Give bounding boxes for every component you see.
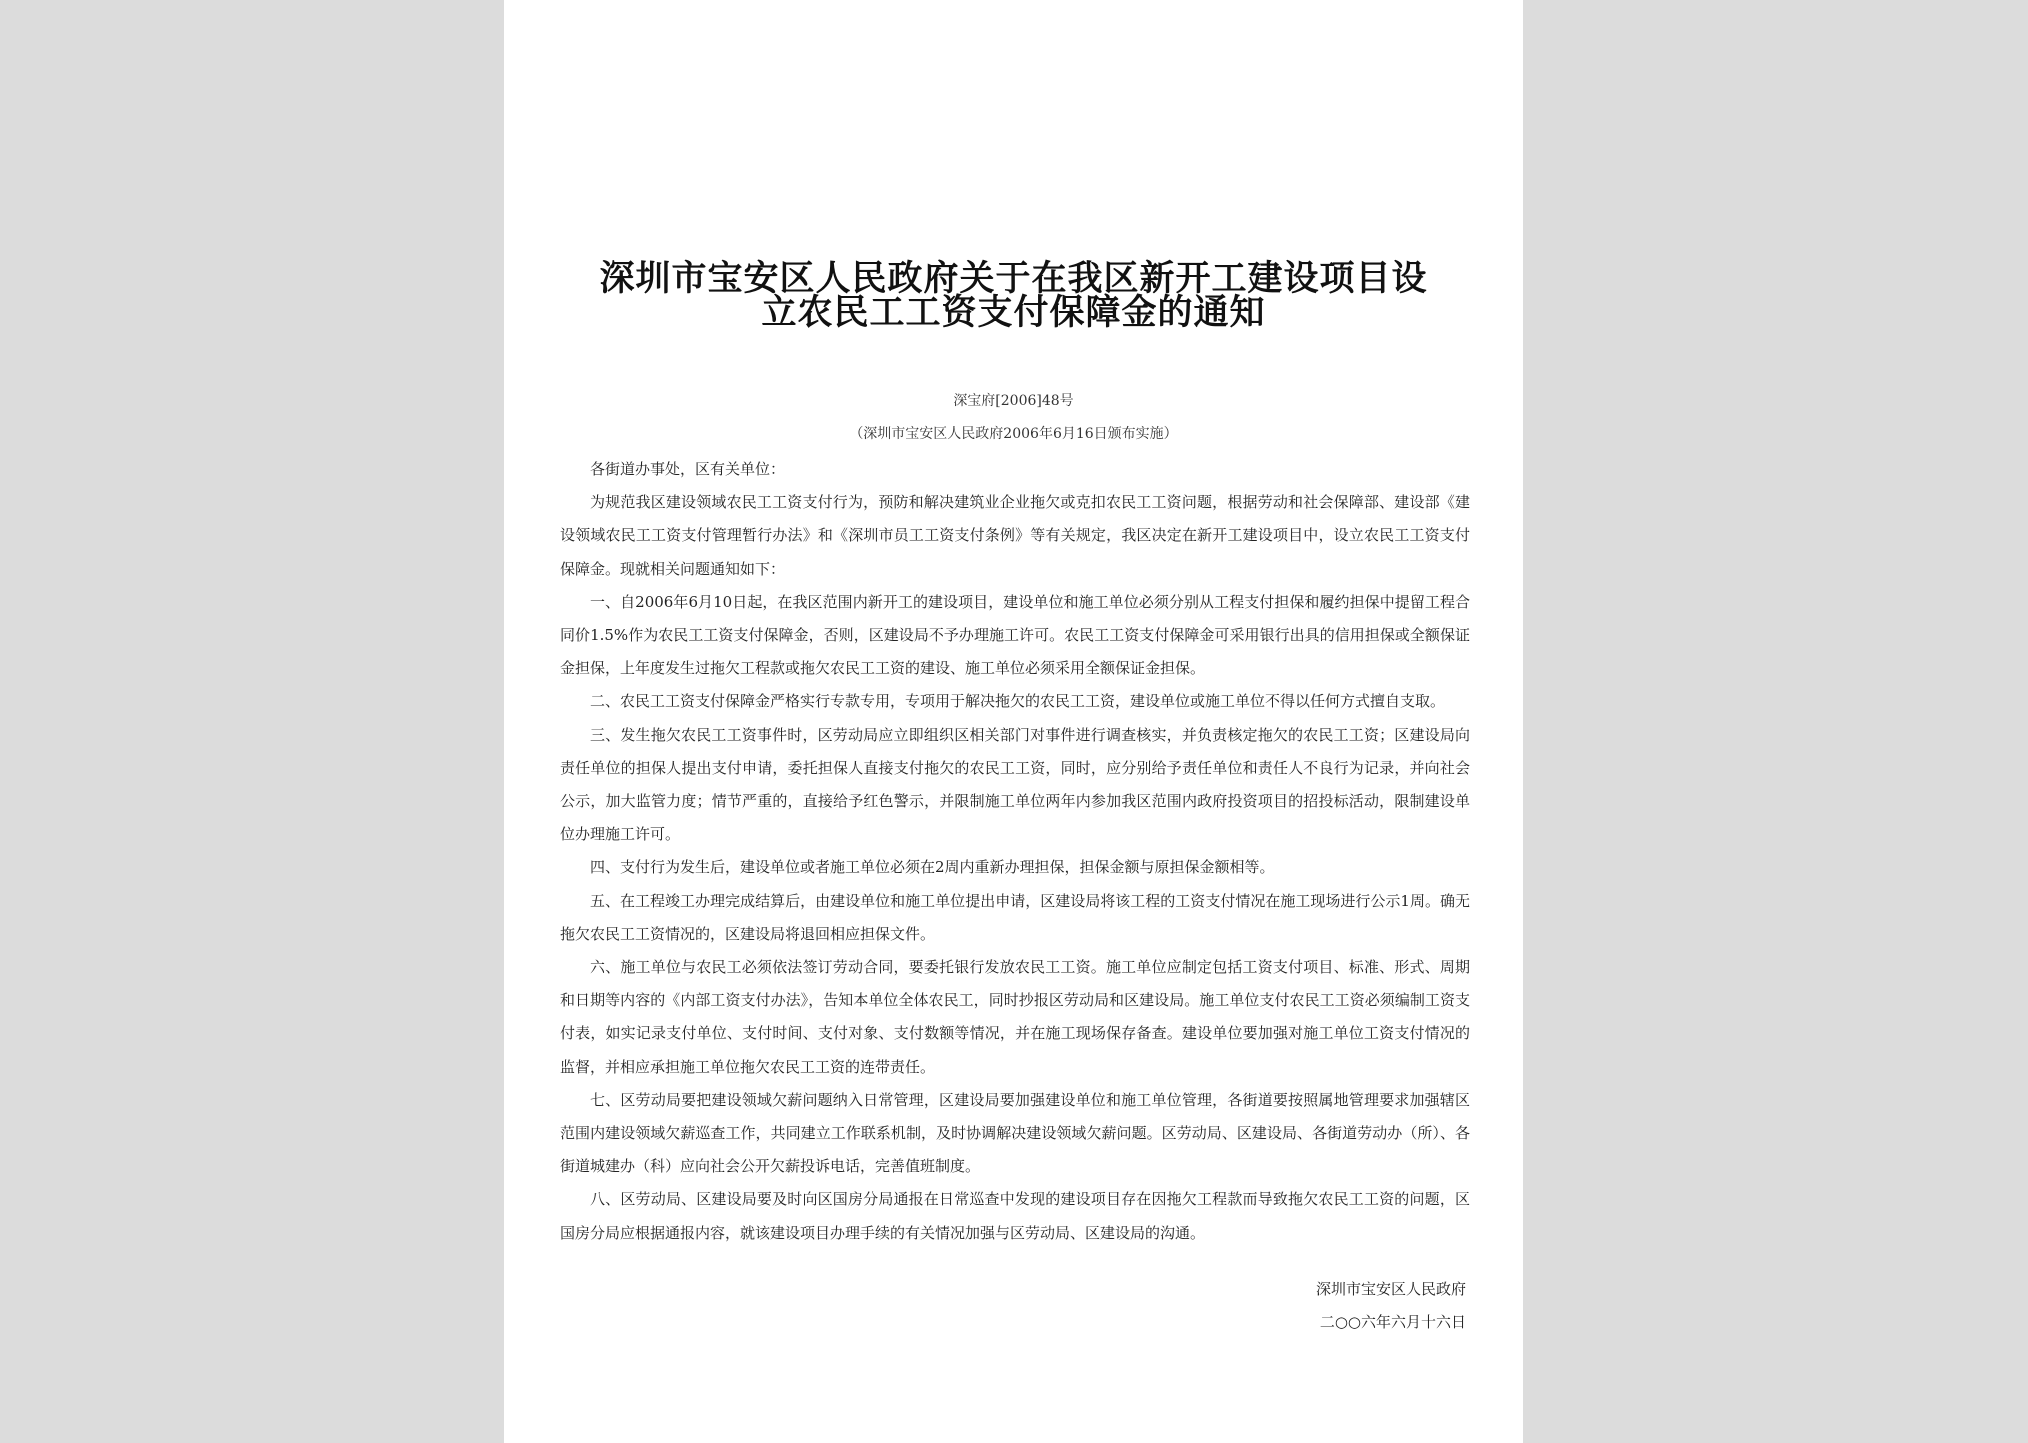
paragraph-2: 二、农民工工资支付保障金严格实行专款专用，专项用于解决拖欠的农民工工资，建设单位或施工单位不得以任何方式擅自支取。: [590, 692, 1446, 711]
issuer-signature: 深圳市宝安区人民政府: [1315, 1280, 1466, 1298]
paragraph-3: 三、发生拖欠农民工工资事件时，区劳动局应立即组织区相关部门对事件进行调查核实，并负责核定拖欠的农民工工资；区建设局向责任单位的担保人提出支付申请，委托担保人直接支付拖欠的农民工工资，同时，应分别给予责任单位和责任人不良行为记录，并向社会公示，加大监管力度；情节严重的，直接给予红色警示，并限制施工单位两年内参加我区范围内政府投资项目的招投标活动，限制建设单位办理施工许可。: [560, 725, 1470, 844]
document-body: [560, 453, 1470, 1250]
title-line-2: 立农民工工资支付保障金的通知: [761, 292, 1266, 333]
paragraph-7: 七、区劳动局要把建设领域欠薪问题纳入日常管理，区建设局要加强建设单位和施工单位管理，各街道要按照属地管理要求加强辖区范围内建设领域欠薪巡查工作，共同建立工作联系机制，及时协调解决建设领域欠薪问题。区劳动局、区建设局、各街道劳动办（所）、各街道城建办（科）应向社会公开欠薪投诉电话，完善值班制度。: [560, 1090, 1470, 1176]
title-line-1: 深圳市宝安区人民政府关于在我区新开工建设项目设: [599, 258, 1428, 299]
paragraph-1: 一、自2006年6月10日起，在我区范围内新开工的建设项目，建设单位和施工单位必须分别从工程支付担保和履约担保中提留工程合同价1.5%作为农民工工资支付保障金，否则，区建设局不予办理施工许可。农民工工资支付保障金可采用银行出具的信用担保或全额保证金担保，上年度发生过拖欠工程款或拖欠农民工工资的建设、施工单位必须采用全额保证金担保。: [560, 592, 1470, 678]
document-number: 深宝府[2006]48号: [953, 393, 1074, 409]
issue-date: 二○○六年六月十六日: [1319, 1313, 1466, 1332]
issued-note: （深圳市宝安区人民政府2006年6月16日颁布实施）: [849, 426, 1178, 442]
document-title: [544, 258, 1483, 333]
document-page: [504, 0, 1523, 1443]
salutation: 各街道办事处，区有关单位：: [590, 460, 786, 478]
paragraph-4: 四、支付行为发生后，建设单位或者施工单位必须在2周内重新办理担保，担保金额与原担保金额相等。: [590, 858, 1275, 877]
paragraph-intro: 为规范我区建设领域农民工工资支付行为，预防和解决建筑业企业拖欠或克扣农民工工资问题，根据劳动和社会保障部、建设部《建设领域农民工工资支付管理暂行办法》和《深圳市员工工资支付条例》等有关规定，我区决定在新开工建设项目中，设立农民工工资支付保障金。现就相关问题通知如下：: [560, 493, 1470, 578]
paragraph-8: 八、区劳动局、区建设局要及时向区国房分局通报在日常巡查中发现的建设项目存在因拖欠工程款而导致拖欠农民工工资的问题，区国房分局应根据通报内容，就该建设项目办理手续的有关情况加强与区劳动局、区建设局的沟通。: [560, 1190, 1470, 1242]
signature-block: [1316, 1273, 1466, 1339]
paragraph-5: 五、在工程竣工办理完成结算后，由建设单位和施工单位提出申请，区建设局将该工程的工资支付情况在施工现场进行公示1周。确无拖欠农民工工资情况的，区建设局将退回相应担保文件。: [560, 891, 1470, 943]
paragraph-6: 六、施工单位与农民工必须依法签订劳动合同，要委托银行发放农民工工资。施工单位应制定包括工资支付项目、标准、形式、周期和日期等内容的《内部工资支付办法》，告知本单位全体农民工，同时抄报区劳动局和区建设局。施工单位支付农民工工资必须编制工资支付表，如实记录支付单位、支付时间、支付对象、支付数额等情况，并在施工现场保存备查。建设单位要加强对施工单位工资支付情况的监督，并相应承担施工单位拖欠农民工工资的连带责任。: [560, 958, 1470, 1076]
